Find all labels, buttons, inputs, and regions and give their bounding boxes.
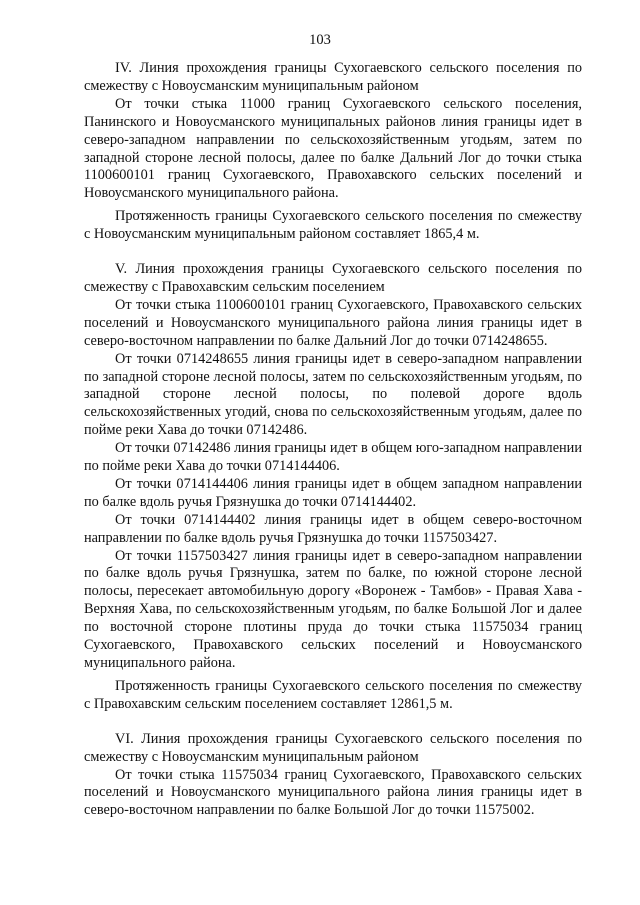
section-iv: [84, 60, 582, 244]
section-length-statement: Протяженность границы Сухогаевского сельского поселения по смежеству с Новоусманским муниципальным районом составляет 1865,4 м.: [84, 208, 582, 243]
paragraph: От точки 0714144406 линия границы идет в общем западном направлении по балке вдоль ручья Грязнушка до точки 0714144402.: [84, 475, 582, 510]
paragraph: От точки 0714144402 линия границы идет в общем северо-восточном направлении по балке вдоль ручья Грязнушка до точки 1157503427.: [84, 511, 582, 546]
paragraph: От точки 0714248655 линия границы идет в северо-западном направлении по западной стороне лесной полосы, затем по сельскохозяйственным угодьям, по западной стороне лесной полосы, по полевой дороге вдоль сельскохозяйственных угодий, снова по сельскохозяйственным угодьям, далее по пойме реки Хава до точки 07142486.: [84, 350, 582, 439]
section-v: [84, 261, 582, 714]
paragraph: От точки стыка 11000 границ Сухогаевского сельского поселения, Панинского и Новоусманского муниципальных районов линия границы идет в северо-западном направлении по сельскохозяйственным угодьям, затем по западной стороне лесной полосы, далее по балке Дальний Лог до точки стыка 1100600101 границ Сухогаевского, Правохавского сельских поселений и Новоусманского муниципального района.: [84, 95, 582, 202]
section-vi: [84, 731, 582, 821]
document-body: [84, 60, 582, 820]
paragraph: От точки стыка 1100600101 границ Сухогаевского, Правохавского сельских поселений и Новоусманского муниципального района линия границы идет в северо-восточном направлении по балке Дальний Лог до точки 0714248655.: [84, 296, 582, 349]
paragraph: От точки 1157503427 линия границы идет в северо-западном направлении по балке вдоль ручья Грязнушка, затем по балке, по южной стороне лесной полосы, пересекает автомобильную дорогу «Воронеж - Тамбов» - Правая Хава - Верхняя Хава, по сельскохозяйственным угодьям, по балке Большой Лог и далее по восточной стороне плотины пруда до точки стыка 11575034 границ Сухогаевского, Правохавского сельских поселений и Новоусманского муниципального района.: [84, 547, 582, 671]
section-title: IV. Линия прохождения границы Сухогаевского сельского поселения по смежеству с Новоусманским муниципальным районом: [84, 60, 582, 94]
section-length-statement: Протяженность границы Сухогаевского сельского поселения по смежеству с Правохавским сельским поселением составляет 12861,5 м.: [84, 677, 582, 712]
section-title: V. Линия прохождения границы Сухогаевского сельского поселения по смежеству с Правохавским сельским поселением: [84, 261, 582, 295]
page-number: 103: [309, 32, 331, 48]
section-title: VI. Линия прохождения границы Сухогаевского сельского поселения по смежеству с Новоусманским муниципальным районом: [84, 730, 582, 765]
paragraph: От точки стыка 11575034 границ Сухогаевского, Правохавского сельских поселений и Новоусманского муниципального района линия границы идет в северо-восточном направлении по балке Большой Лог до точки 11575002.: [84, 766, 582, 819]
paragraph: От точки 07142486 линия границы идет в общем юго-западном направлении по пойме реки Хава до точки 0714144406.: [84, 440, 582, 475]
